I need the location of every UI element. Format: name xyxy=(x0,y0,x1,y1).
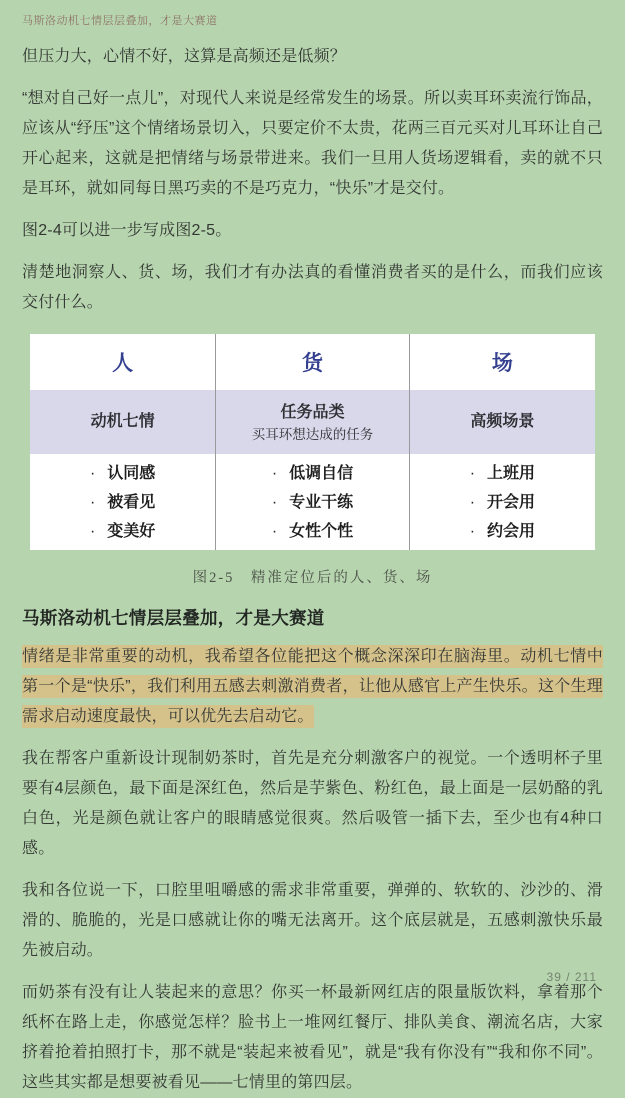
bullet-icon: · xyxy=(89,493,96,511)
list-item-label: 专业干练 xyxy=(289,493,354,511)
running-header: 马斯洛动机七情层层叠加，才是大赛道 xyxy=(22,15,218,27)
attribute-title: 高频场景 xyxy=(470,413,535,430)
paragraph: 图2-4可以进一步写成图2-5。 xyxy=(22,222,232,239)
paragraph: “想对自己好一点儿”，对现代人来说是经常发生的场景。所以卖耳环卖流行饰品，应该从“纾压”这个情绪场景切入，只要定价不太贵，花两三百元买对儿耳环让自己开心起来，这就是把情绪与场景带进来。我们一旦用人货场逻辑看，卖的就不只是耳环，就如同每日黑巧卖的不是巧克力，“快乐”才是交付。 xyxy=(22,90,603,197)
attribute-title: 动机七情 xyxy=(90,413,155,430)
column-attribute xyxy=(216,390,409,454)
list-item xyxy=(90,459,155,488)
paragraph: 而奶茶有没有让人装起来的意思？你买一杯最新网红店的限量版饮料，拿着那个纸杯在路上走，你感觉怎样？脸书上一堆网红餐厅、排队美食、潮流名店，大家挤着抢着拍照打卡，那不就是“装起来被看见”，就是“我有你没有”“我和你不同”。这些其实都是想要被看见——七情里的第四层。 xyxy=(22,984,603,1091)
list-item xyxy=(470,517,535,546)
list-item-label: 被看见 xyxy=(107,493,156,511)
highlight-text: 情绪是非常重要的动机，我希望各位能把这个概念深深印在脑海里。动机七情中第一个是“快乐”，我们利用五感去刺激消费者，让他从感官上产生快乐。这个生理需求启动速度最快，可以优先去启动它。 xyxy=(22,645,603,728)
figure-caption: 图2-5 精准定位后的人、货、场 xyxy=(192,570,433,586)
list-item-label: 认同感 xyxy=(107,464,156,482)
list-item xyxy=(272,517,353,546)
highlighted-paragraph xyxy=(22,642,603,732)
paragraph: 清楚地洞察人、货、场，我们才有办法真的看懂消费者买的是什么，而我们应该交付什么。 xyxy=(22,264,603,311)
attribute-title: 任务品类 xyxy=(280,403,345,421)
paragraph: 我在帮客户重新设计现制奶茶时，首先是充分刺激客户的视觉。一个透明杯子里要有4层颜色，最下面是深红色，然后是芋紫色、粉红色，最上面是一层奶酪的乳白色，光是颜色就让客户的眼睛感觉很爽。然后吸管一插下去，至少也有4种口感。 xyxy=(22,750,603,857)
column-attribute xyxy=(30,390,215,454)
column-items xyxy=(216,454,409,550)
bullet-icon: · xyxy=(271,464,278,482)
column-items xyxy=(30,454,215,550)
bullet-icon: · xyxy=(469,464,476,482)
paragraph: 但压力大，心情不好，这算是高频还是低频？ xyxy=(22,48,347,65)
list-item xyxy=(90,488,155,517)
figure-table xyxy=(30,334,595,550)
list-item xyxy=(272,488,353,517)
table-column-people xyxy=(30,334,215,550)
list-item-label: 变美好 xyxy=(107,522,156,540)
bullet-icon: · xyxy=(271,522,278,540)
bullet-icon: · xyxy=(271,493,278,511)
page-indicator: 39 / 211 xyxy=(546,970,597,984)
table-column-scene xyxy=(410,334,595,550)
list-item-label: 女性个性 xyxy=(289,522,354,540)
list-item-label: 上班用 xyxy=(487,464,536,482)
column-header: 人 xyxy=(30,334,215,390)
column-attribute xyxy=(410,390,595,454)
column-header: 货 xyxy=(216,334,409,390)
attribute-subtitle: 买耳环想达成的任务 xyxy=(251,426,374,442)
bullet-icon: · xyxy=(89,522,96,540)
list-item xyxy=(90,517,155,546)
section-heading: 马斯洛动机七情层层叠加，才是大赛道 xyxy=(22,608,325,628)
bullet-icon: · xyxy=(469,493,476,511)
column-header: 场 xyxy=(410,334,595,390)
paragraph: 我和各位说一下，口腔里咀嚼感的需求非常重要，弹弹的、软软的、沙沙的、滑滑的、脆脆的，光是口感就让你的嘴无法离开。这个底层就是，五感刺激快乐最先被启动。 xyxy=(22,882,603,959)
list-item-label: 低调自信 xyxy=(289,464,354,482)
column-items xyxy=(410,454,595,550)
list-item-label: 开会用 xyxy=(487,493,536,511)
list-item xyxy=(272,459,353,488)
list-item-label: 约会用 xyxy=(487,522,536,540)
list-item xyxy=(470,488,535,517)
bullet-icon: · xyxy=(469,522,476,540)
list-item xyxy=(470,459,535,488)
bullet-icon: · xyxy=(89,464,96,482)
table-column-goods xyxy=(215,334,410,550)
